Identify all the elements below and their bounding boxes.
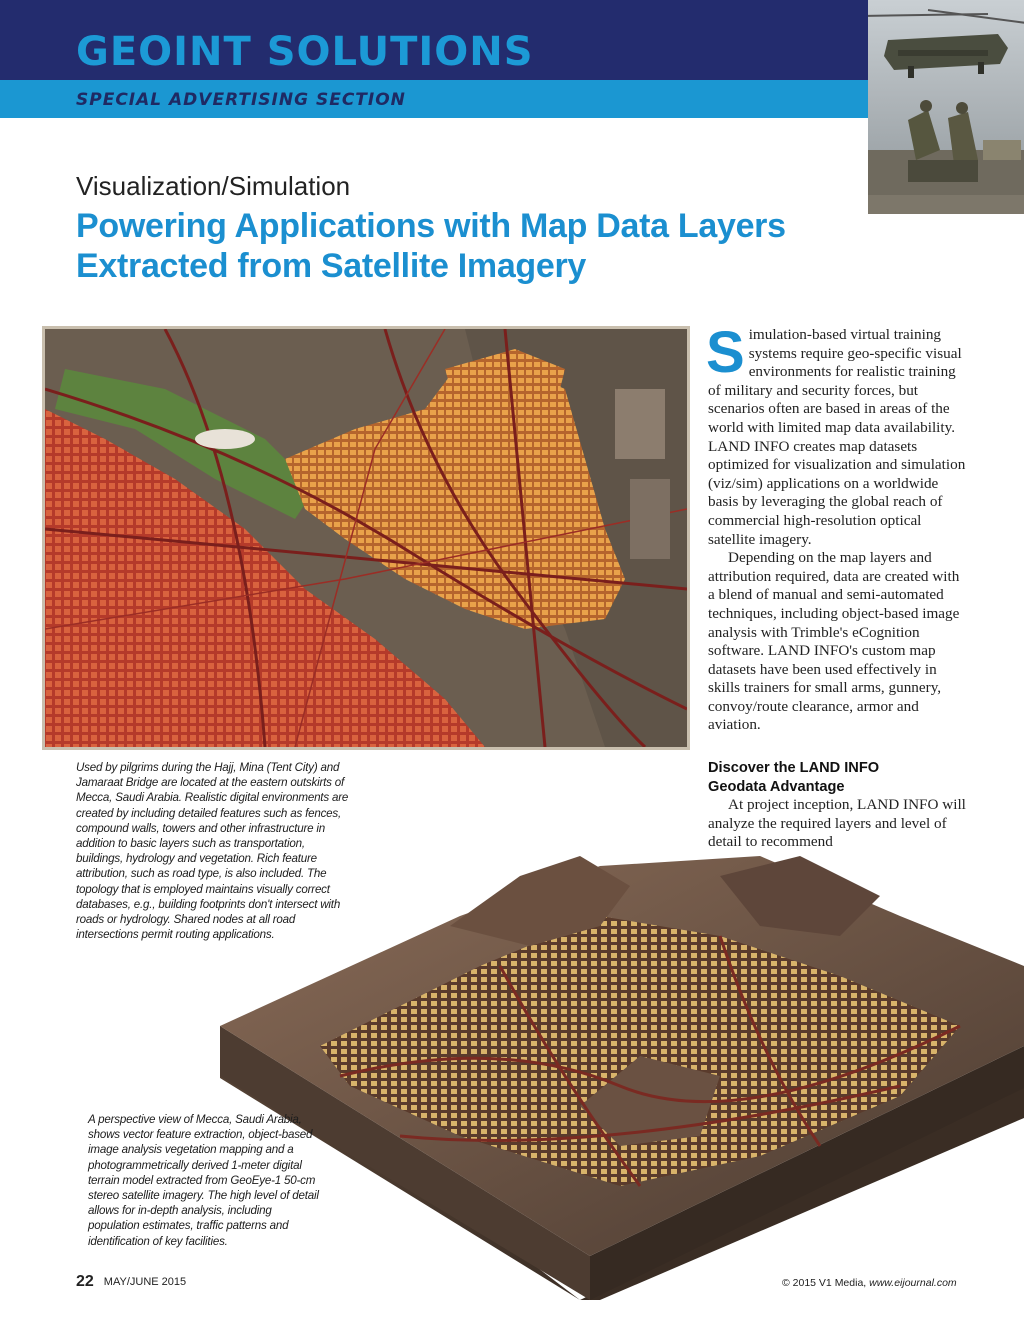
terrain-caption: A perspective view of Mecca, Saudi Arabia, shows vector feature extraction, object-based image analysis vegetation mapping and a photogrammetrically derived 1-meter digital terrain model extracted from GeoEye-1 50-cm stereo satellite imagery. The high level of detail allows for in-depth analysis, including population estimates, traffic patterns and identification of key facilities. bbox=[88, 1113, 319, 1248]
helicopter-photo bbox=[868, 0, 1024, 214]
article-body bbox=[706, 320, 966, 852]
subhead-line-2: Geodata Advantage bbox=[708, 778, 845, 795]
section-title: GEOINT SOLUTIONS bbox=[76, 29, 534, 75]
paragraph-1: imulation-based virtual training systems require geo-specific visual environments for realistic training of military and security forces, but scenarios often are based in areas of the world with limited map data availability. LAND INFO creates map datasets optimized for visualization and simulation (viz/sim) applications on a worldwide basis by leveraging the global reach of commercial high-resolution optical satellite imagery. bbox=[708, 326, 966, 548]
copyright-line bbox=[782, 1277, 957, 1289]
website-link[interactable]: www.eijournal.com bbox=[869, 1277, 957, 1289]
map-caption: Used by pilgrims during the Hajj, Mina (Tent City) and Jamaraat Bridge are located at the eastern outskirts of Mecca, Saudi Arabia. Realistic digital environments are created by including detailed features such as fences, compound walls, towers and other infrastructure in addition to basic layers such as transportation, buildings, hydrology and vegetation. Rich feature attribution, such as road type, is also included. The topology that is employed maintains visually correct databases, e.g., building footprints don't intersect with roads or hydrology. Shared nodes at all road intersections permit routing applications. bbox=[76, 761, 349, 942]
mecca-3d-terrain-image bbox=[200, 856, 1024, 1300]
drop-cap: S bbox=[706, 320, 745, 385]
page-number: 22 bbox=[76, 1273, 94, 1290]
section-subtitle: SPECIAL ADVERTISING SECTION bbox=[76, 90, 406, 110]
paragraph-3: At project inception, LAND INFO will analyze the required layers and level of detail to recommend bbox=[708, 796, 966, 851]
headline-line-2: Extracted from Satellite Imagery bbox=[76, 247, 587, 285]
paragraph-2: Depending on the map layers and attribution required, data are created with a blend of manual and semi-automated techniques, including object-based image analysis with Trimble's eCognition software. LAND INFO's custom map datasets have been used effectively in skills trainers for small arms, gunnery, convoy/route clearance, armor and aviation. bbox=[708, 549, 960, 734]
article-headline bbox=[76, 206, 876, 286]
folio bbox=[76, 1273, 186, 1291]
article-kicker: Visualization/Simulation bbox=[76, 171, 351, 201]
issue-date: MAY/JUNE 2015 bbox=[103, 1276, 187, 1288]
subhead-line-1: Discover the LAND INFO bbox=[708, 760, 880, 777]
copyright-text: © 2015 V1 Media, bbox=[782, 1277, 870, 1289]
headline-line-1: Powering Applications with Map Data Layers bbox=[76, 207, 786, 245]
mecca-vector-map-image bbox=[42, 326, 690, 750]
subhead bbox=[708, 759, 966, 796]
